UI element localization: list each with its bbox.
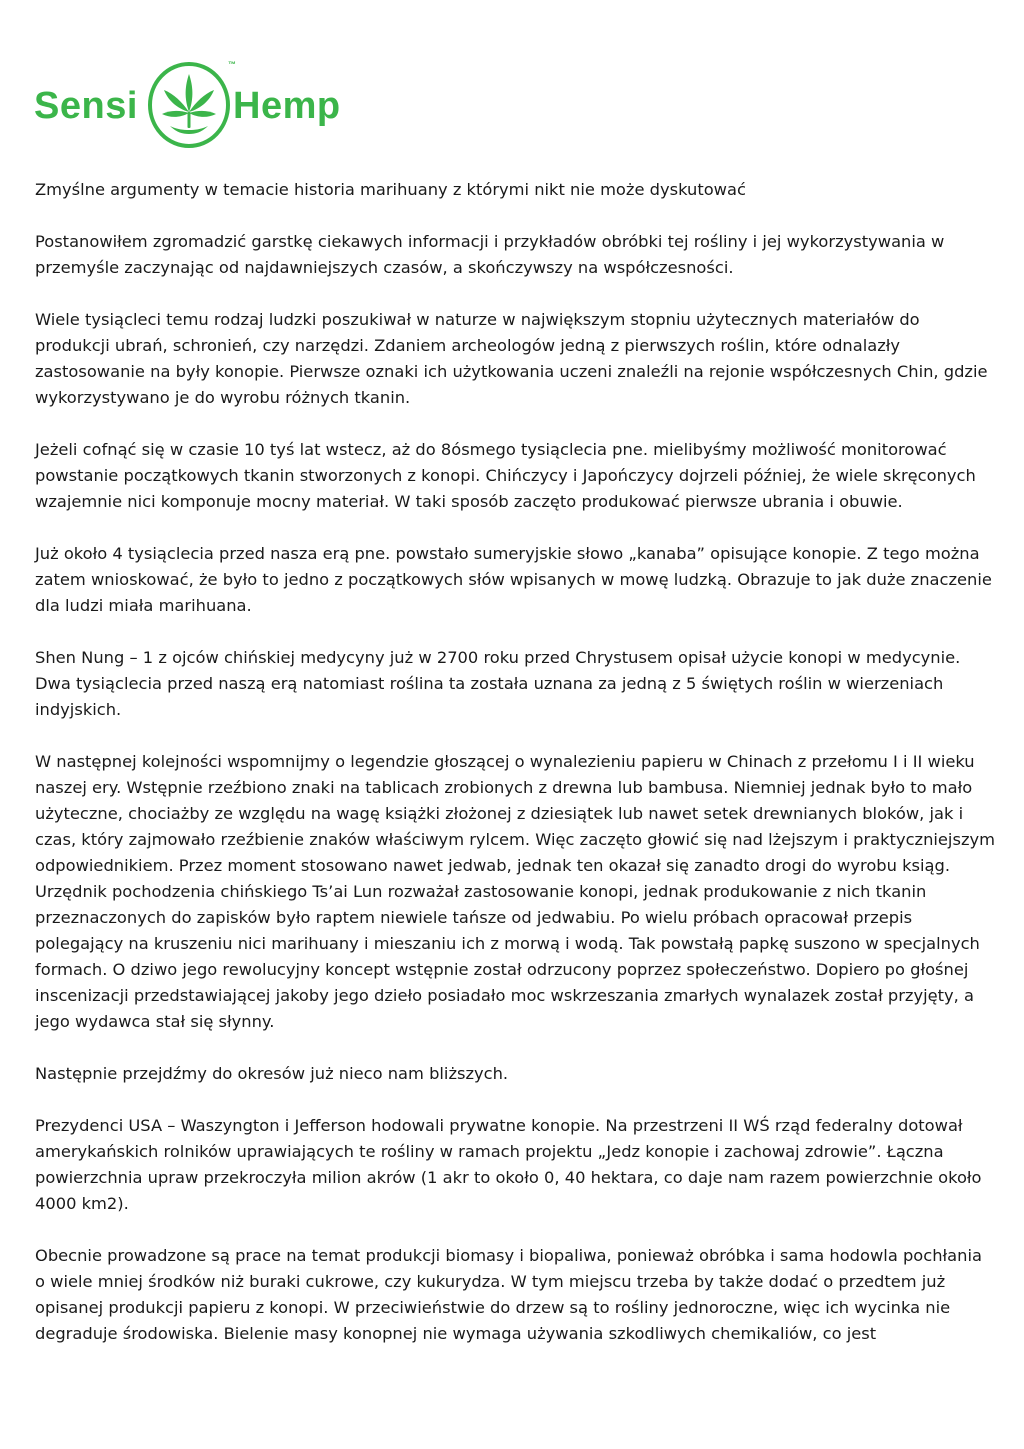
hemp-leaf-icon — [146, 60, 232, 150]
paragraph: Już około 4 tysiąclecia przed nasza erą pne. powstało sumeryjskie słowo „kanaba” opisujące konopie. Z tego można zatem wnioskować, że było to jedno z początkowych słów wpisanych w mowę ludzką. Obrazuje to jak duże znaczenie dla ludzi miała marihuana. — [35, 544, 992, 615]
logo-word-hemp: Hemp — [233, 85, 341, 127]
trademark-symbol: ™ — [228, 60, 236, 69]
paragraph: Wiele tysiącleci temu rodzaj ludzki poszukiwał w naturze w największym stopniu użytecznych materiałów do produkcji ubrań, schronień, czy narzędzi. Zdaniem archeologów jedną z pierwszych roślin, które odnalazły zastosowanie na były konopie. Pierwsze oznaki ich użytkowania uczeni znaleźli na rejonie współczesnych Chin, gdzie wykorzystywano je do wyrobu różnych tkanin. — [35, 310, 988, 407]
article-body — [35, 177, 995, 1373]
paragraph: Następnie przejdźmy do okresów już nieco nam bliższych. — [35, 1064, 509, 1083]
sensi-hemp-logo — [34, 58, 354, 154]
logo-word-sensi: Sensi — [34, 85, 138, 127]
paragraph: Postanowiłem zgromadzić garstkę ciekawych informacji i przykładów obróbki tej rośliny i jej wykorzystywania w przemyśle zaczynając od najdawniejszych czasów, a skończywszy na współczesności. — [35, 232, 945, 277]
article-title: Zmyślne argumenty w temacie historia marihuany z którymi nikt nie może dyskutować — [35, 180, 746, 199]
paragraph: Shen Nung – 1 z ojców chińskiej medycyny już w 2700 roku przed Chrystusem opisał użycie konopi w medycynie. Dwa tysiąclecia przed naszą erą natomiast roślina ta została uznana za jedną z 5 świętych roślin w wierzeniach indyjskich. — [35, 648, 961, 719]
paragraph: Jeżeli cofnąć się w czasie 10 tyś lat wstecz, aż do 8ósmego tysiąclecia pne. mielibyśmy możliwość monitorować powstanie początkowych tkanin stworzonych z konopi. Chińczycy i Japończycy dojrzeli później, że wiele skręconych wzajemnie nici komponuje mocny materiał. W taki sposób zaczęto produkować pierwsze ubrania i obuwie. — [35, 440, 976, 511]
paragraph: Prezydenci USA – Waszyngton i Jefferson hodowali prywatne konopie. Na przestrzeni II WŚ rząd federalny dotował amerykańskich rolników uprawiających te rośliny w ramach projektu „Jedz konopie i zachowaj zdrowie”. Łączna powierzchnia upraw przekroczyła milion akrów (1 akr to około 0, 40 hektara, co daje nam razem powierzchnie około 4000 km2). — [35, 1116, 982, 1213]
paragraph: Obecnie prowadzone są prace na temat produkcji biomasy i biopaliwa, ponieważ obróbka i sama hodowla pochłania o wiele mniej środków niż buraki cukrowe, czy kukurydza. W tym miejscu trzeba by także dodać o przedtem już opisanej produkcji papieru z konopi. W przeciwieństwie do drzew są to rośliny jednoroczne, więc ich wycinka nie degraduje środowiska. Bielenie masy konopnej nie wymaga używania szkodliwych chemikaliów, co jest — [35, 1246, 982, 1343]
paragraph: W następnej kolejności wspomnijmy o legendzie głoszącej o wynalezieniu papieru w Chinach z przełomu I i II wieku naszej ery. Wstępnie rzeźbiono znaki na tablicach zrobionych z drewna lub bambusa. Niemniej jednak było to mało użyteczne, chociażby ze względu na wagę książki złożonej z dziesiątek lub nawet setek drewnianych bloków, jak i czas, który zajmowało rzeźbienie znaków właściwym rylcem. Więc zaczęto głowić się nad lżejszym i praktyczniejszym odpowiednikiem. Przez moment stosowano nawet jedwab, jednak ten okazał się zanadto drogi do wyrobu ksiąg. Urzędnik pochodzenia chińskiego Ts’ai Lun rozważał zastosowanie konopi, jednak produkowanie z nich tkanin przeznaczonych do zapisków było raptem niewiele tańsze od jedwabiu. Po wielu próbach opracował przepis polegający na kruszeniu nici marihuany i mieszaniu ich z morwą i wodą. Tak powstałą papkę suszono w specjalnych formach. O dziwo jego rewolucyjny koncept wstępnie został odrzucony poprzez społeczeństwo. Dopiero po głośnej inscenizacji przedstawiającej jakoby jego dzieło posiadało moc wskrzeszania zmarłych wynalazek został przyjęty, a jego wydawca stał się słynny. — [35, 752, 995, 1031]
